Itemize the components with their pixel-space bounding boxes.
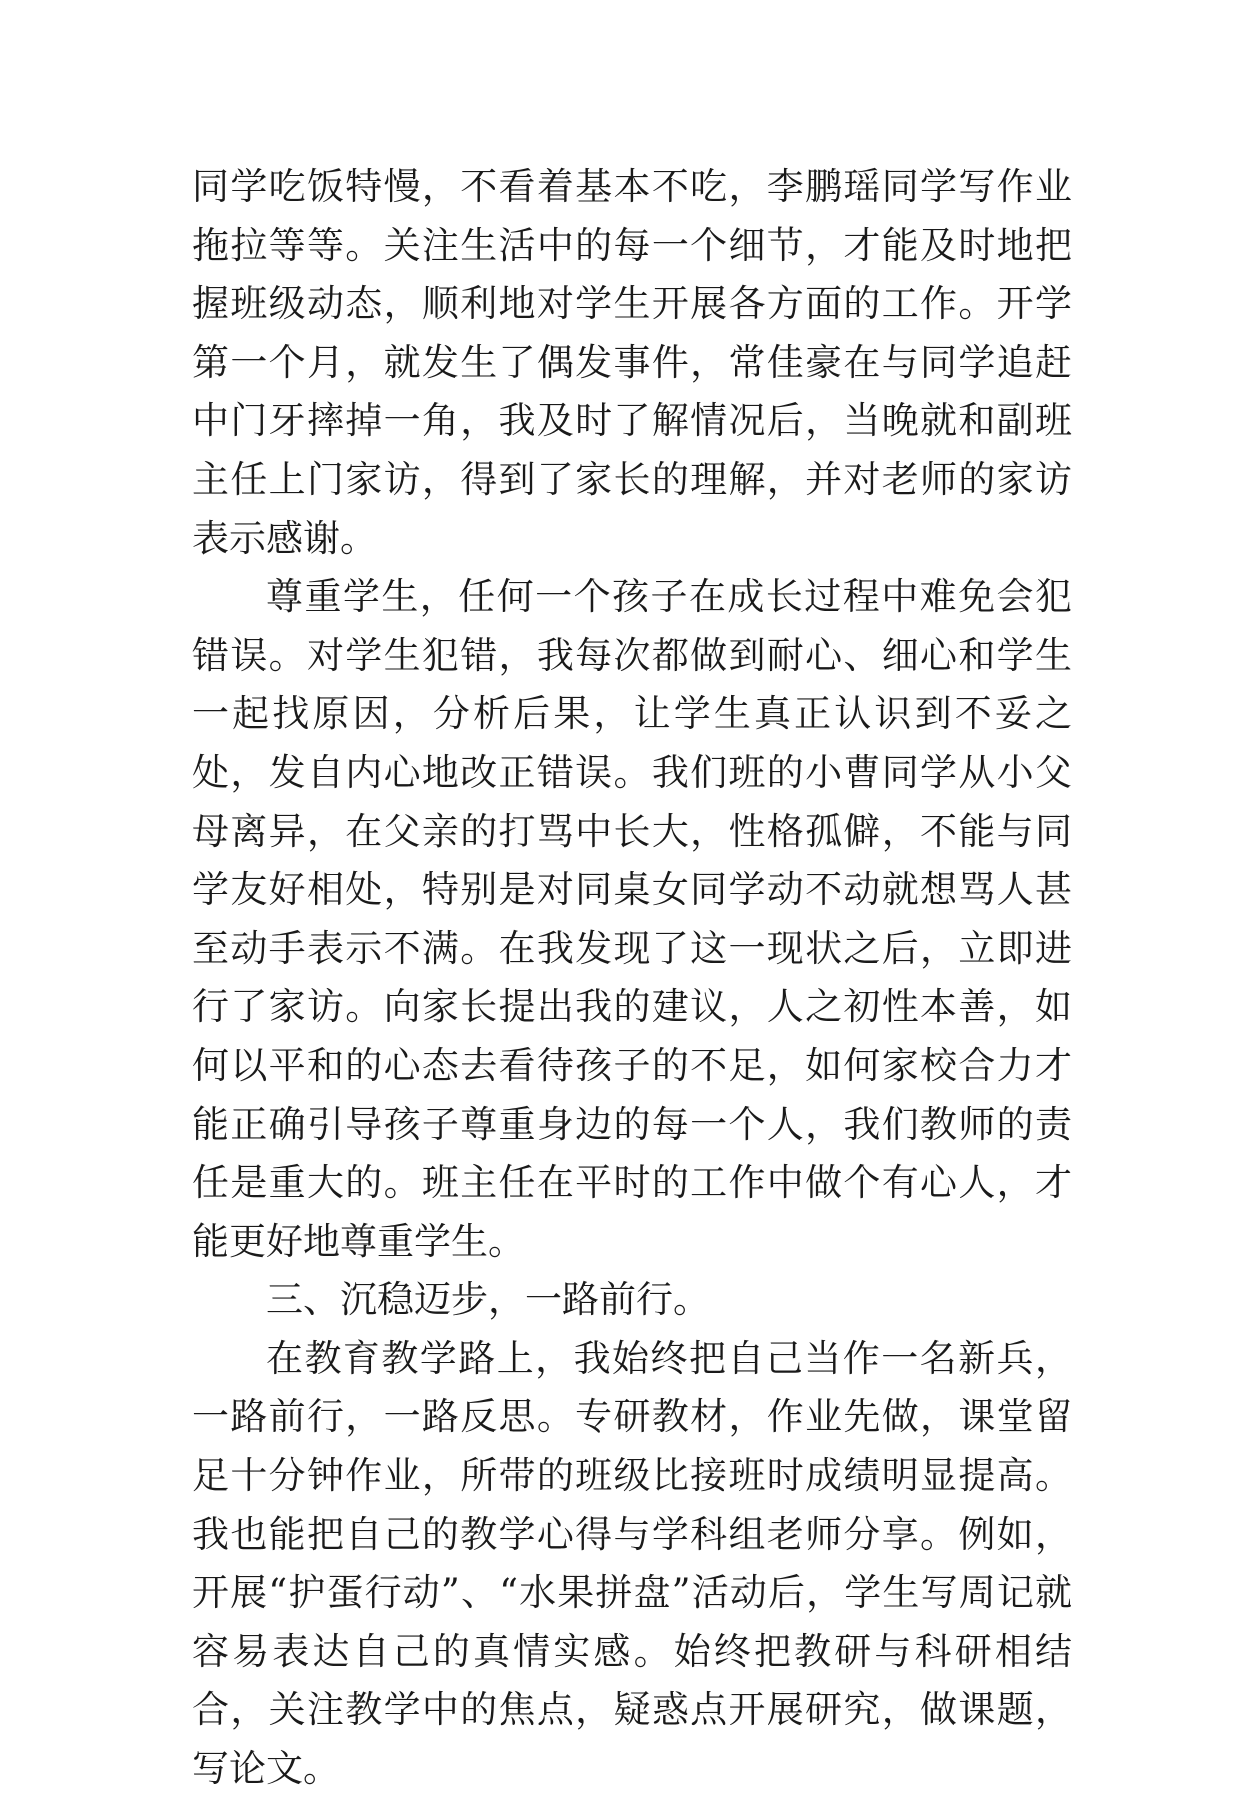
paragraph-3: 在教育教学路上，我始终把自己当作一名新兵，一路前行，一路反思。专研教材，作业先做，课堂留足十分钟作业，所带的班级比接班时成绩明显提高。我也能把自己的教学心得与学科组老师分享。例如，开展“护蛋行动”、“水果拼盘”活动后，学生写周记就容易表达自己的真情实感。始终把教研与科研相结合，关注教学中的焦点，疑惑点开展研究，做课题，写论文。 xyxy=(192,1336,1072,1791)
paragraph-2: 尊重学生，任何一个孩子在成长过程中难免会犯错误。对学生犯错，我每次都做到耐心、细心和学生一起找原因，分析后果，让学生真正认识到不妥之处，发自内心地改正错误。我们班的小曹同学从小父母离异，在父亲的打骂中长大，性格孤僻，不能与同学友好相处，特别是对同桌女同学动不动就想骂人甚至动手表示不满。在我发现了这一现状之后，立即进行了家访。向家长提出我的建议，人之初性本善，如何以平和的心态去看待孩子的不足，如何家校合力才能正确引导孩子尊重身边的每一个人，我们教师的责任是重大的。班主任在平时的工作中做个有心人，才能更好地尊重学生。 xyxy=(192,575,1072,1263)
document-body xyxy=(192,158,1072,1799)
section-heading: 三、沉稳迈步，一路前行。 xyxy=(266,1278,710,1322)
paragraph-1: 同学吃饭特慢，不看着基本不吃，李鹏瑶同学写作业拖拉等等。关注生活中的每一个细节，才能及时地把握班级动态，顺利地对学生开展各方面的工作。开学第一个月，就发生了偶发事件，常佳豪在与同学追赶中门牙摔掉一角，我及时了解情况后，当晚就和副班主任上门家访，得到了家长的理解，并对老师的家访表示感谢。 xyxy=(192,165,1072,560)
